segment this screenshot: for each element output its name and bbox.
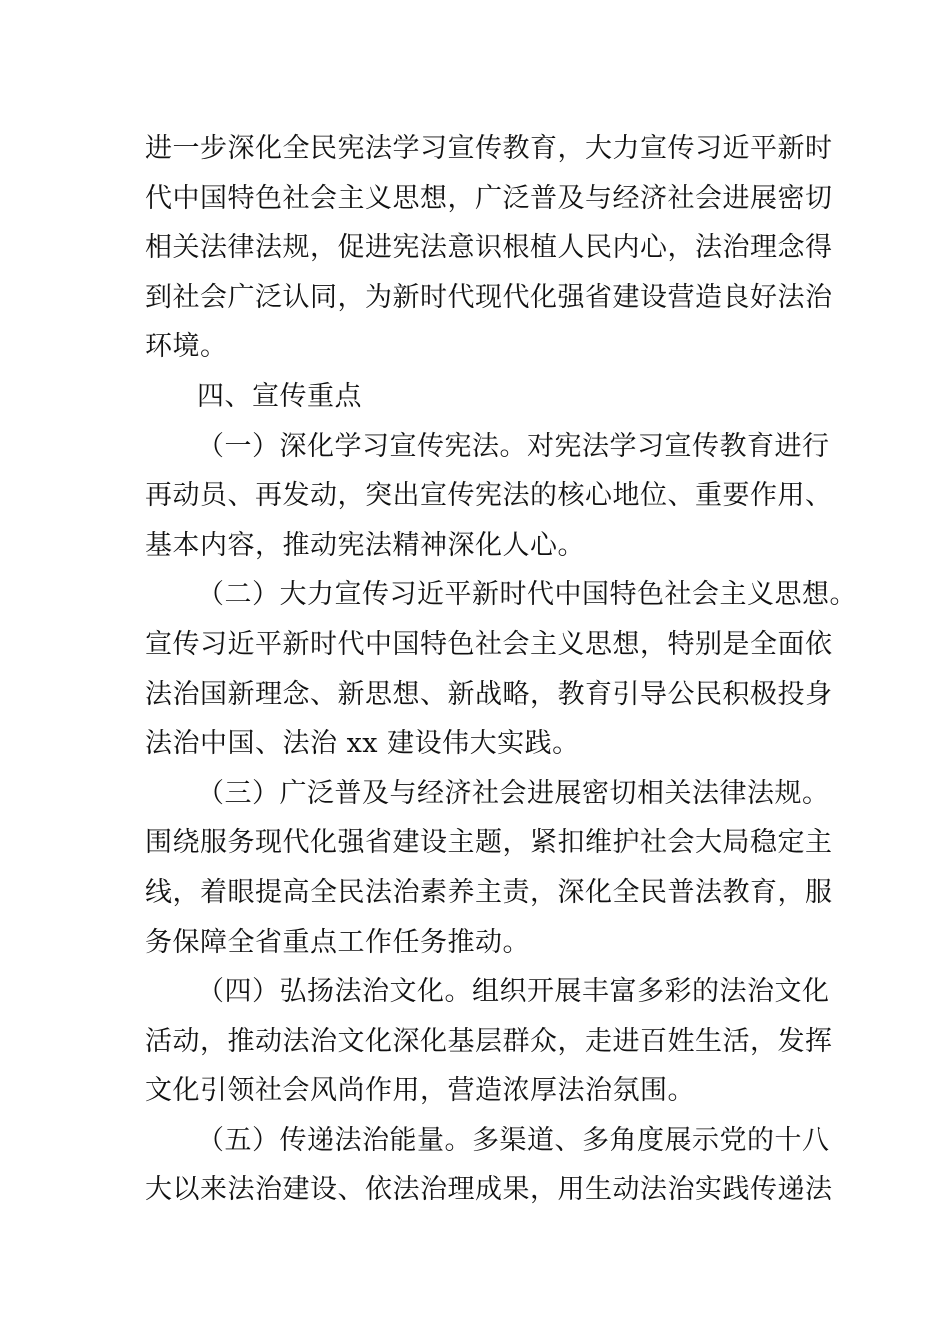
text-line: 线，着眼提高全民法治素养主责，深化全民普法教育，服 xyxy=(145,876,833,908)
document-body xyxy=(145,124,857,1215)
text-line: 再动员、再发动，突出宣传宪法的核心地位、重要作用、 xyxy=(145,480,833,512)
text-line: 相关法律法规，促进宪法意识根植人民内心，法治理念得 xyxy=(145,232,833,264)
text-line: 活动，推动法治文化深化基层群众，走进百姓生活，发挥 xyxy=(145,1025,833,1057)
text-line: （三）广泛普及与经济社会进展密切相关法律法规。 xyxy=(197,777,830,809)
text-line: 大以来法治建设、依法治理成果，用生动法治实践传递法 xyxy=(145,1174,833,1206)
text-line: 进一步深化全民宪法学习宣传教育，大力宣传习近平新时 xyxy=(145,133,833,164)
text-line: 法治国新理念、新思想、新战略，教育引导公民积极投身 xyxy=(145,678,833,710)
text-line: 基本内容，推动宪法精神深化人心。 xyxy=(145,529,585,561)
text-line: （五）传递法治能量。多渠道、多角度展示党的十八 xyxy=(197,1124,830,1156)
text-line: 围绕服务现代化强省建设主题，紧扣维护社会大局稳定主 xyxy=(145,827,833,859)
text-line: 文化引领社会风尚作用，营造浓厚法治氛围。 xyxy=(145,1075,695,1107)
text-line: （一）深化学习宣传宪法。对宪法学习宣传教育进行 xyxy=(197,430,830,462)
text-line: 务保障全省重点工作任务推动。 xyxy=(145,926,530,958)
text-line: 法治中国、法治 xx 建设伟大实践。 xyxy=(145,728,580,760)
text-line: 到社会广泛认同，为新时代现代化强省建设营造良好法治 xyxy=(145,281,833,313)
text-line: 宣传习近平新时代中国特色社会主义思想，特别是全面依 xyxy=(145,628,833,660)
text-line: 四、宣传重点 xyxy=(197,380,362,412)
text-line: （四）弘扬法治文化。组织开展丰富多彩的法治文化 xyxy=(197,976,830,1008)
text-line: （二）大力宣传习近平新时代中国特色社会主义思想。 xyxy=(197,579,857,611)
text-line: 代中国特色社会主义思想，广泛普及与经济社会进展密切 xyxy=(145,182,833,214)
text-line: 环境。 xyxy=(145,331,228,363)
